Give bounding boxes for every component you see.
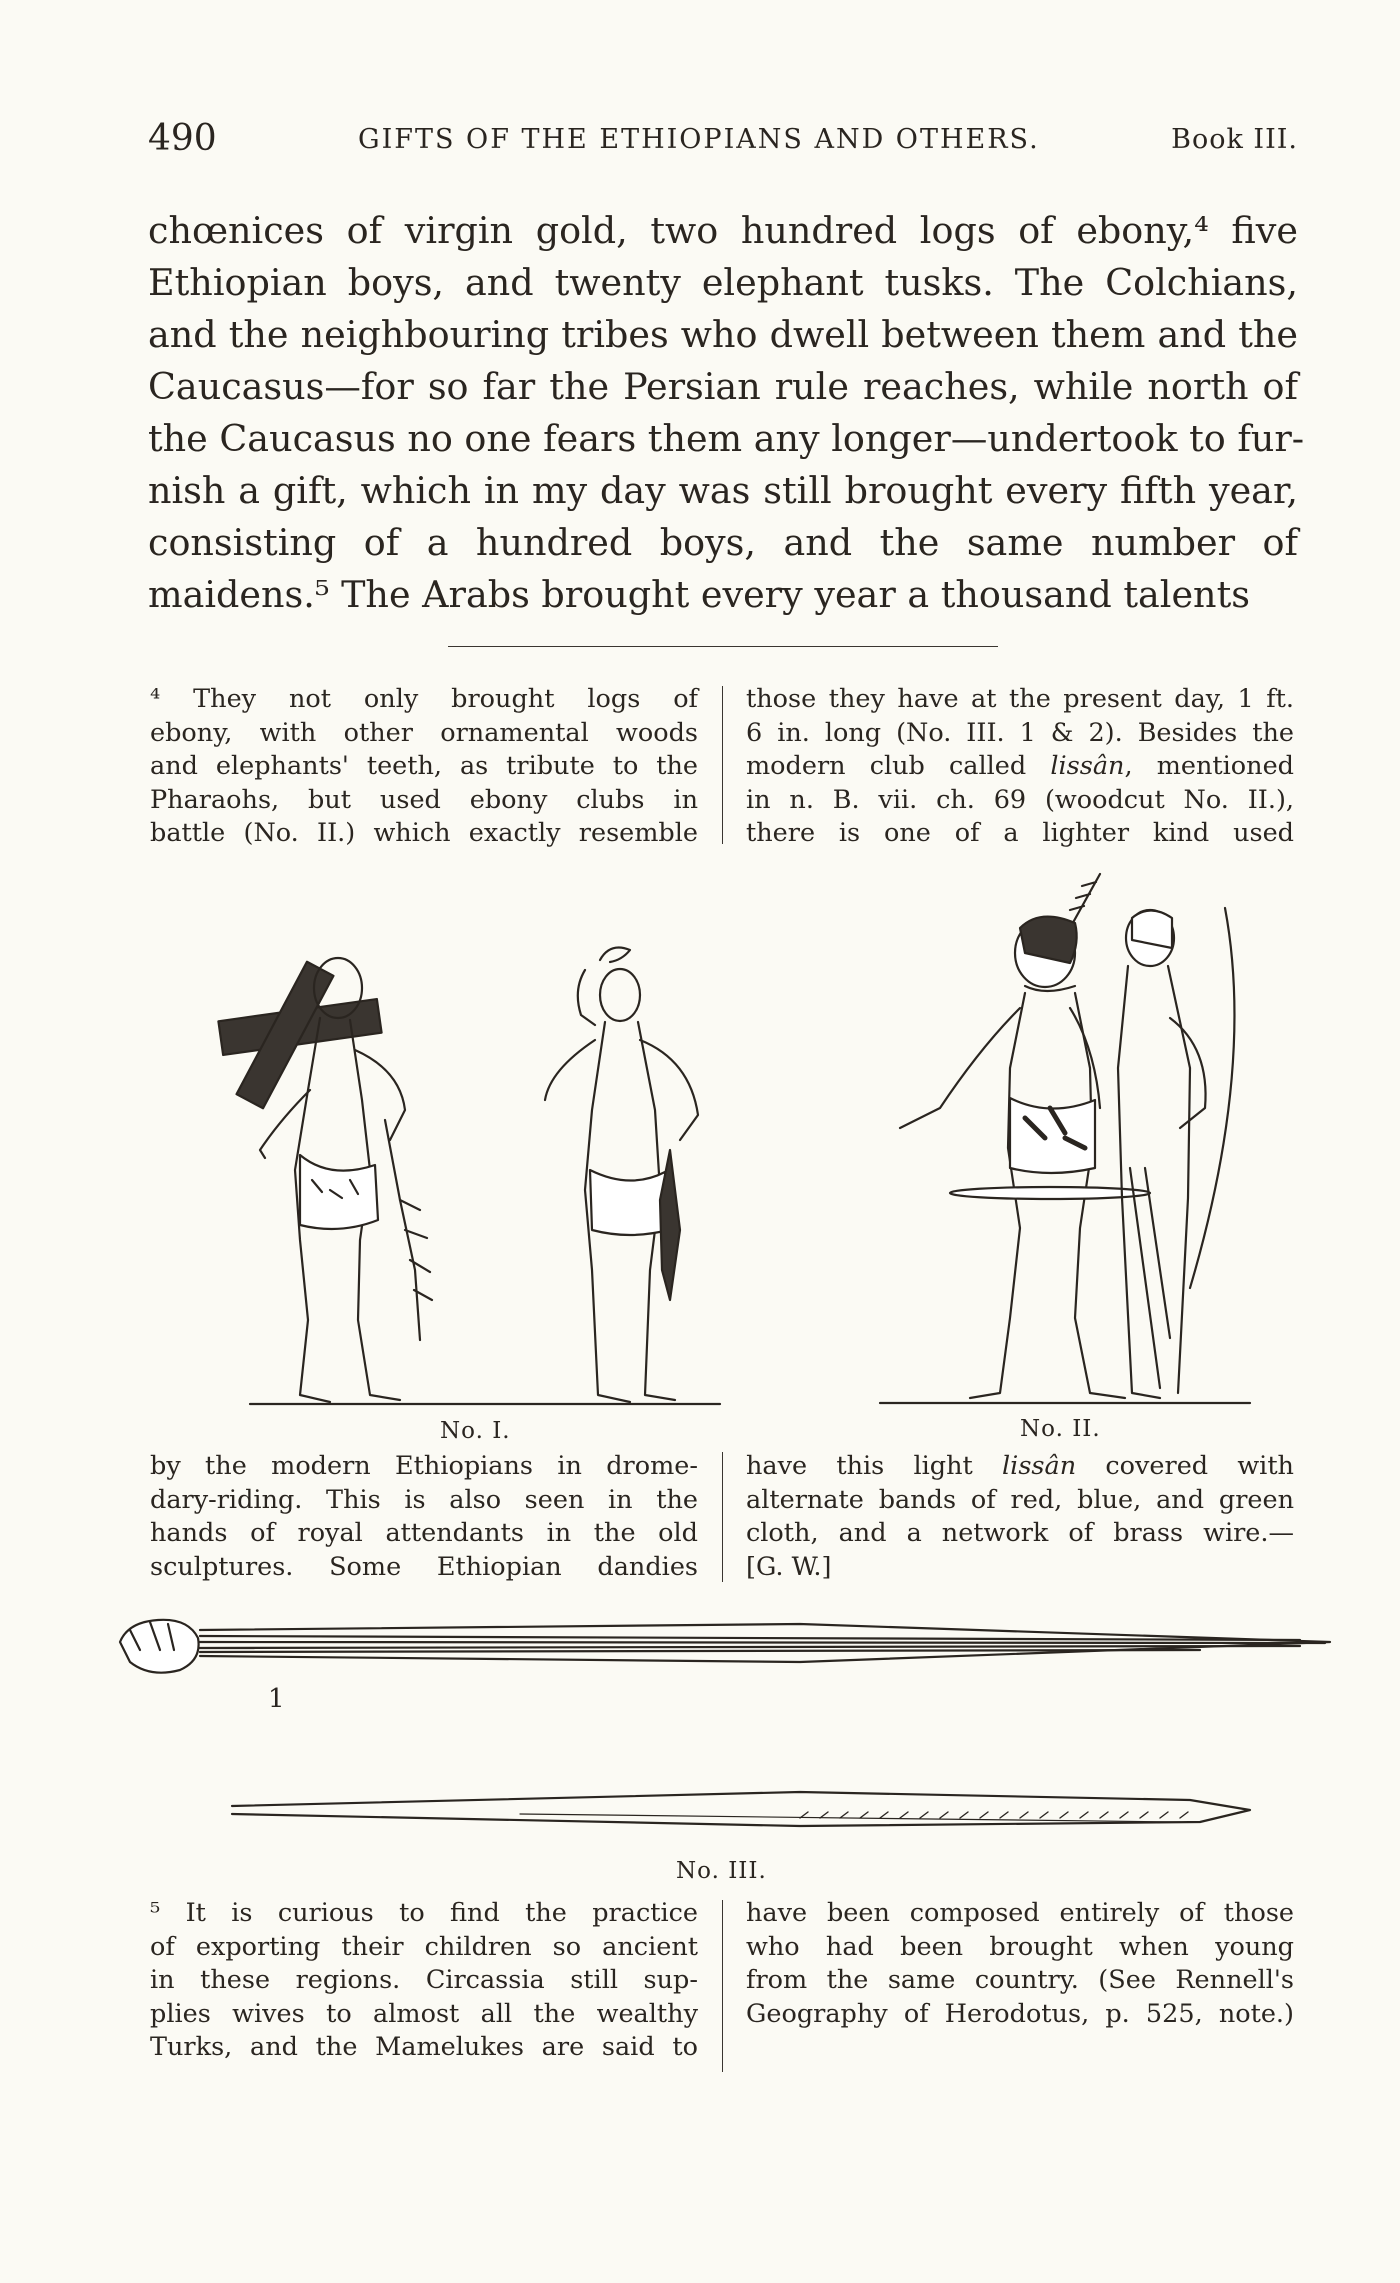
main-line: chœnices of virgin gold, two hundred logs of ebony,⁴ five xyxy=(148,209,1298,252)
note-line: there is one of a lighter kind used xyxy=(746,818,1294,848)
main-line: and the neighbouring tribes who dwell between them and the xyxy=(148,313,1298,356)
note-line: [G. W.] xyxy=(746,1551,832,1582)
footnote-rule xyxy=(448,646,998,647)
note-line: from the same country. (See Rennell's xyxy=(746,1965,1294,1995)
note-line: cloth, and a network of brass wire.— xyxy=(746,1518,1294,1548)
footnote-4-right xyxy=(746,683,1294,851)
note-line: Geography of Herodotus, p. 525, note.) xyxy=(746,1998,1294,2029)
note-line: Pharaohs, but used ebony clubs in xyxy=(150,784,698,815)
note-line: by the modern Ethiopians in drome- xyxy=(150,1451,698,1481)
note-line: ebony, with other ornamental woods xyxy=(150,717,698,748)
main-line: the Caucasus no one fears them any longer—undertook to fur- xyxy=(148,417,1305,460)
main-line: Ethiopian boys, and twenty elephant tusks. The Colchians, xyxy=(148,261,1298,304)
column-divider xyxy=(722,1452,723,1582)
note-line: ⁵ It is curious to find the practice xyxy=(150,1898,698,1928)
caption-no-1: No. I. xyxy=(440,1418,511,1444)
note-line: battle (No. II.) which exactly resemble xyxy=(150,818,698,848)
running-title: GIFTS OF THE ETHIOPIANS AND OTHERS. xyxy=(358,124,1040,155)
note-line: 6 in. long (No. III. 1 & 2). Besides the xyxy=(746,717,1294,748)
column-divider xyxy=(722,1900,723,2072)
page-number: 490 xyxy=(148,118,217,159)
caption-no-2: No. II. xyxy=(1020,1416,1101,1442)
note-line: in n. B. vii. ch. 69 (woodcut No. II.), xyxy=(746,784,1294,815)
main-line: maidens.⁵ The Arabs brought every year a thousand talents xyxy=(148,573,1250,616)
book-label: Book III. xyxy=(1171,124,1298,155)
note-line: have been composed entirely of those xyxy=(746,1898,1294,1928)
footnote-4-cont-left xyxy=(150,1450,698,1584)
note-line: Turks, and the Mamelukes are said to xyxy=(150,2032,698,2062)
column-divider xyxy=(722,686,723,844)
footnote-5-right xyxy=(746,1897,1294,2031)
main-line: consisting of a hundred boys, and the same number of xyxy=(148,521,1298,564)
figure-no-3-illustration xyxy=(100,1600,1350,1870)
note-line: in these regions. Circassia still sup- xyxy=(150,1965,698,1995)
footnote-4-cont-right xyxy=(746,1450,1294,1584)
note-line: dary-riding. This is also seen in the xyxy=(150,1484,698,1515)
figure-no-2-illustration xyxy=(860,868,1260,1408)
running-header xyxy=(148,118,1298,168)
main-text xyxy=(148,205,1305,621)
note-line: have this light lissân covered with xyxy=(746,1451,1294,1481)
footnote-5-left xyxy=(150,1897,698,2065)
note-line: those they have at the present day, 1 ft. xyxy=(746,684,1294,714)
caption-no-3: No. III. xyxy=(676,1858,767,1884)
figure-no-1-illustration xyxy=(200,940,740,1410)
main-line: nish a gift, which in my day was still brought every fifth year, xyxy=(148,469,1298,512)
note-line: of exporting their children so ancient xyxy=(150,1931,698,1962)
note-line: hands of royal attendants in the old xyxy=(150,1518,698,1548)
note-line: plies wives to almost all the wealthy xyxy=(150,1998,698,2029)
note-line: sculptures. Some Ethiopian dandies xyxy=(150,1551,698,1582)
footnote-4-left xyxy=(150,683,698,851)
note-line: alternate bands of red, blue, and green xyxy=(746,1484,1294,1515)
note-line: who had been brought when young xyxy=(746,1931,1294,1962)
club-label-1: 1 xyxy=(268,1684,285,1714)
main-line: Caucasus—for so far the Persian rule reaches, while north of xyxy=(148,365,1298,408)
note-line: and elephants' teeth, as tribute to the xyxy=(150,751,698,781)
note-line: ⁴ They not only brought logs of xyxy=(150,684,698,714)
note-line: modern club called lissân, mentioned xyxy=(746,751,1294,781)
